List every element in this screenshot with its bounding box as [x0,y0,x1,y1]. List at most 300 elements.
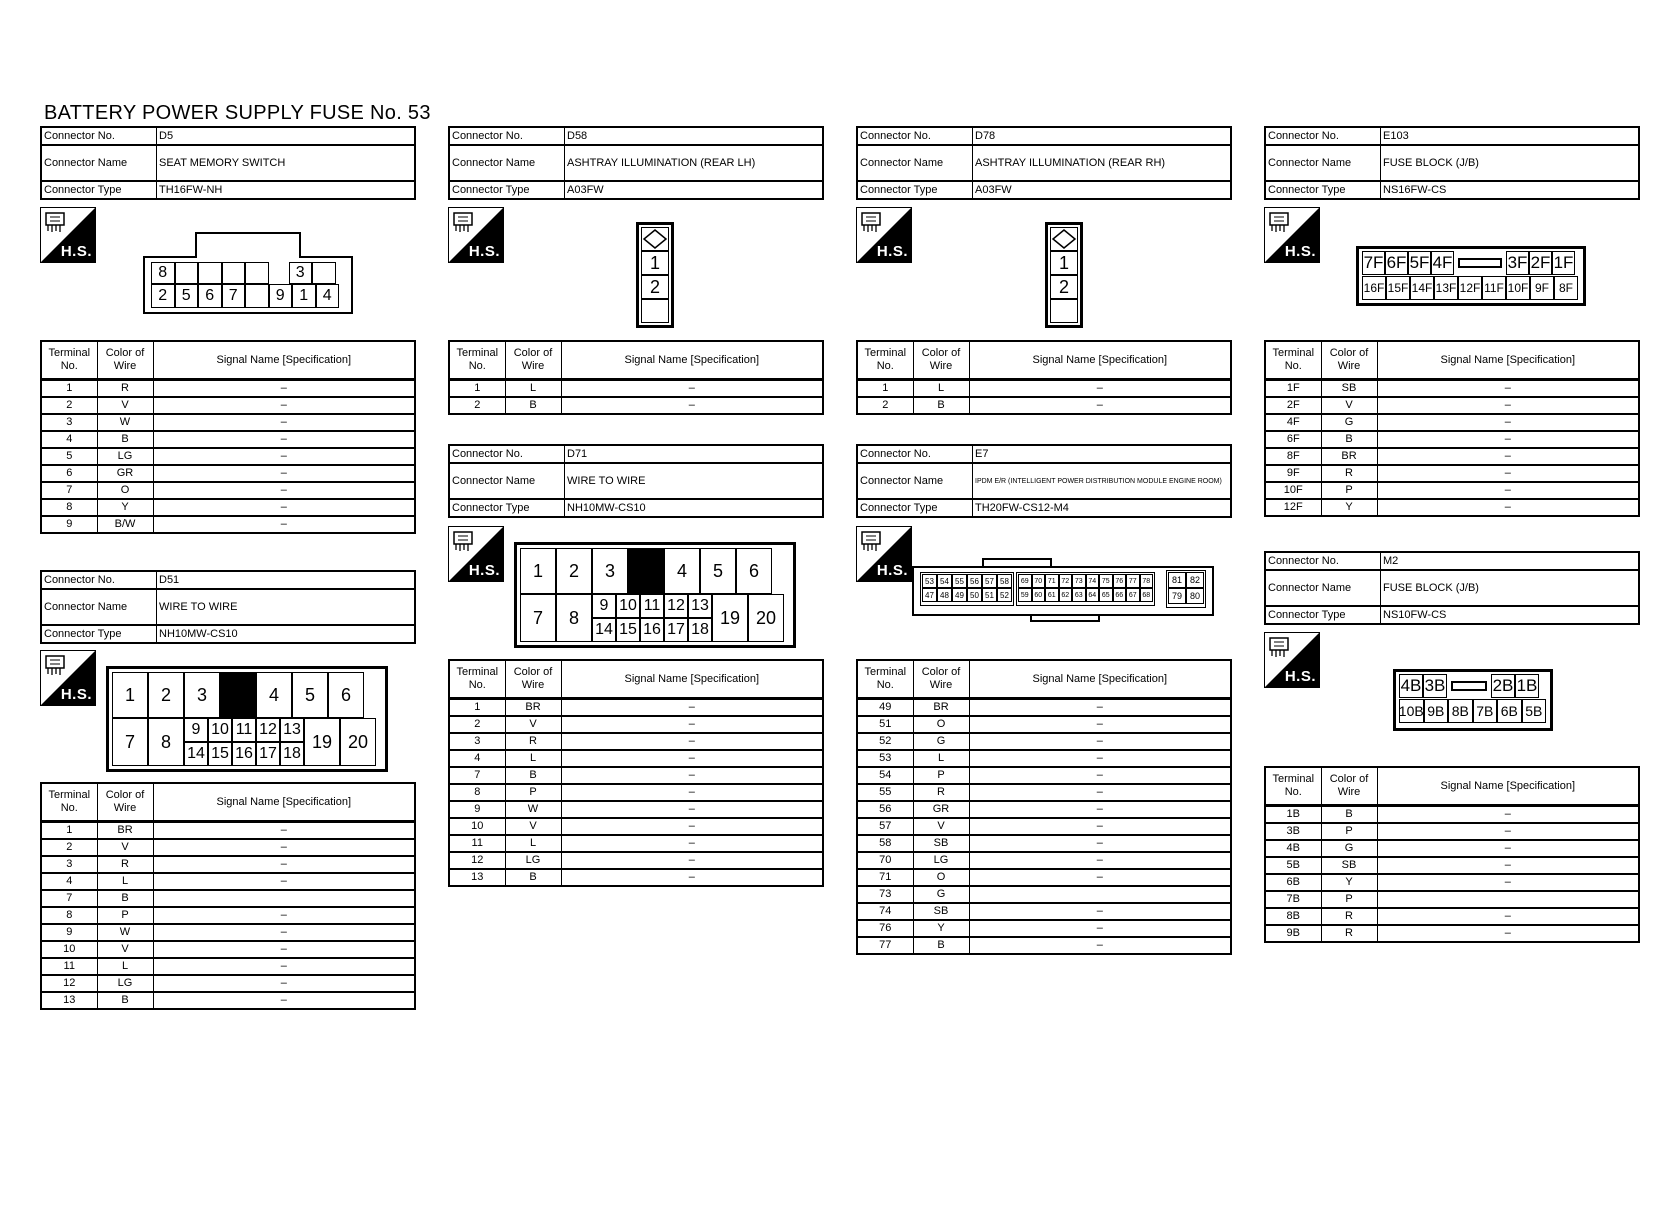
table-row [857,733,1231,750]
terminal-no-cell: 3B [1265,823,1321,840]
signal-name-cell: – [561,750,823,767]
terminal-no-cell: 6F [1265,431,1321,448]
terminal-no-cell: 56 [857,801,913,818]
connector-pin: 56 [967,574,982,588]
connector-pin [245,284,269,308]
wire-color-cell: G [913,886,969,903]
signal-name-cell: – [153,448,415,465]
connector-pin: 2 [148,672,184,718]
connector-pin: 19 [304,718,340,766]
connector-e103-info [1264,126,1640,200]
connector-pin: 76 [1113,574,1127,588]
connector-d51-diagram [106,666,388,772]
connector-name-label: Connector Name [41,589,157,625]
table-row [857,869,1231,886]
table-row [1265,925,1639,942]
connector-pin: 63 [1072,588,1086,602]
connector-name-label: Connector Name [449,145,565,181]
terminal-no-cell: 3 [41,856,97,873]
table-row [1265,823,1639,840]
wire-color-cell: V [913,818,969,835]
signal-name-cell: – [969,380,1231,398]
connector-pin: 8B [1448,699,1473,723]
connector-pin: 15F [1386,276,1410,300]
connector-pin: 9 [592,594,616,618]
table-row [1265,908,1639,925]
signal-name-cell: – [153,924,415,941]
terminal-no-cell: 2F [1265,397,1321,414]
signal-name-cell: – [153,873,415,890]
table-row [41,397,415,414]
signal-name-cell: – [1377,874,1639,891]
connector-pin: 12 [256,718,280,742]
terminal-no-cell: 1 [41,380,97,398]
terminal-no-cell: 4 [41,431,97,448]
signal-name-cell [969,886,1231,903]
table-row [449,869,823,886]
connector-name-value: SEAT MEMORY SWITCH [157,145,416,181]
terminal-no-header: Terminal No. [1265,767,1321,806]
connector-no-label: Connector No. [857,127,973,145]
connector-pin: 75 [1099,574,1113,588]
wire-color-cell: LG [913,852,969,869]
connector-pin: 4B [1399,674,1423,698]
connector-pin: 5 [175,284,199,308]
wire-color-cell: Y [1321,499,1377,516]
connector-pin: 58 [997,574,1012,588]
connector-pin: 14F [1410,276,1434,300]
table-row [1265,414,1639,431]
connector-no-label: Connector No. [1265,552,1381,570]
signal-name-cell: – [153,975,415,992]
terminal-no-cell: 8 [41,907,97,924]
connector-pin: 47 [922,588,937,602]
signal-name-cell: – [969,750,1231,767]
wire-color-cell: B [97,890,153,907]
connector-type-label: Connector Type [41,181,157,199]
wire-color-cell: SB [1321,857,1377,874]
signal-name-cell: – [561,801,823,818]
table-row [41,448,415,465]
connector-no-label: Connector No. [41,571,157,589]
terminal-no-cell: 76 [857,920,913,937]
wire-color-cell: L [505,835,561,852]
terminal-no-cell: 8B [1265,908,1321,925]
terminal-no-cell: 7 [41,890,97,907]
wire-color-cell: G [913,733,969,750]
signal-name-cell: – [153,941,415,958]
connector-type-label: Connector Type [449,499,565,517]
table-row [857,835,1231,852]
wire-color-cell: V [505,818,561,835]
signal-name-cell: – [153,431,415,448]
connector-pin: 54 [937,574,952,588]
connector-lock [982,558,1052,568]
connector-name-label: Connector Name [449,463,565,499]
wire-color-cell: R [913,784,969,801]
wire-color-cell: Y [913,920,969,937]
signal-name-cell: – [1377,908,1639,925]
connector-pin: 20 [340,718,376,766]
signal-name-cell: – [969,397,1231,414]
wire-color-cell: R [97,380,153,398]
wire-color-cell: W [505,801,561,818]
signal-name-cell: – [969,716,1231,733]
signal-name-cell: – [153,380,415,398]
terminal-no-cell: 2 [41,839,97,856]
table-row [449,733,823,750]
connector-pin: 78 [1140,574,1154,588]
wire-color-cell: BR [97,822,153,840]
connector-pin: 11 [640,594,664,618]
terminal-no-cell: 9 [449,801,505,818]
connector-pin: 79 [1168,588,1186,604]
signal-name-cell: – [1377,414,1639,431]
signal-name-cell: – [153,839,415,856]
signal-name-cell: – [969,818,1231,835]
wire-color-cell: L [97,958,153,975]
terminal-no-cell: 52 [857,733,913,750]
wire-color-cell: B [97,992,153,1009]
terminal-no-cell: 4B [1265,840,1321,857]
table-row [857,852,1231,869]
color-of-wire-header: Color of Wire [505,660,561,699]
connector-pin: 71 [1045,574,1059,588]
wire-color-cell: Y [97,499,153,516]
wire-color-cell: R [1321,925,1377,942]
connector-pin: 10F [1506,276,1530,300]
wire-color-cell: BR [505,699,561,717]
connector-pin: 16F [1362,276,1386,300]
terminal-no-header: Terminal No. [857,341,913,380]
connector-d71-info [448,444,824,518]
signal-name-cell: – [969,920,1231,937]
hs-label: H.S. [876,243,908,260]
table-row [449,767,823,784]
terminal-no-cell: 1 [449,699,505,717]
table-row [41,907,415,924]
table-row [449,380,823,398]
signal-name-cell: – [153,856,415,873]
terminal-no-header: Terminal No. [449,660,505,699]
wire-color-cell: V [505,716,561,733]
signal-name-cell [1377,891,1639,908]
connector-pin [245,262,269,284]
connector-pin: 2F [1529,251,1552,275]
connector-pin: 4 [664,548,700,594]
terminal-no-cell: 13 [41,992,97,1009]
terminal-no-header: Terminal No. [41,341,97,380]
terminal-no-header: Terminal No. [857,660,913,699]
terminal-no-cell: 2 [857,397,913,414]
connector-pin: 13 [688,594,712,618]
terminal-no-cell: 10 [449,818,505,835]
signal-name-cell: – [1377,465,1639,482]
connector-key-block [220,672,256,718]
terminal-no-cell: 57 [857,818,913,835]
connector-type-value: A03FW [565,181,824,199]
signal-name-cell: – [969,869,1231,886]
connector-pin: 9B [1424,699,1449,723]
connector-pin: 1 [641,251,669,275]
connector-pin: 14 [592,618,616,642]
connector-key-slot [1451,681,1487,691]
connector-d58-diagram [636,222,674,328]
color-of-wire-header: Color of Wire [1321,767,1377,806]
terminal-no-cell: 7 [41,482,97,499]
connector-name-value: IPDM E/R (INTELLIGENT POWER DISTRIBUTION MODULE ENGINE ROOM) [973,463,1232,499]
signal-name-cell: – [969,767,1231,784]
connector-pin: 4 [316,284,340,308]
connector-name-value: WIRE TO WIRE [565,463,824,499]
wire-color-cell: O [97,482,153,499]
signal-name-cell: – [1377,499,1639,516]
harness-side-icon [856,526,912,582]
signal-name-cell: – [153,499,415,516]
connector-pin: 53 [922,574,937,588]
connector-name-value: ASHTRAY ILLUMINATION (REAR RH) [973,145,1232,181]
connector-pin: 3 [184,672,220,718]
table-row [41,414,415,431]
terminal-no-cell: 70 [857,852,913,869]
terminal-no-cell: 8F [1265,448,1321,465]
connector-pin: 59 [1018,588,1032,602]
wire-color-cell: V [97,397,153,414]
connector-lock [195,232,301,258]
connector-pin: 3 [289,262,313,284]
connector-pin: 65 [1099,588,1113,602]
connector-d51-info [40,570,416,644]
signal-name-cell: – [561,380,823,398]
connector-type-value: NS16FW-CS [1381,181,1640,199]
connector-key-block [628,548,664,594]
table-row [41,890,415,907]
wire-color-cell: L [913,380,969,398]
signal-name-cell: – [561,716,823,733]
table-row [1265,891,1639,908]
signal-name-cell: – [153,414,415,431]
connector-pin: 61 [1045,588,1059,602]
terminal-no-cell: 4 [449,750,505,767]
table-row [41,465,415,482]
terminal-no-cell: 6 [41,465,97,482]
connector-e7-info [856,444,1232,518]
terminal-no-cell: 1F [1265,380,1321,398]
connector-e7-terminal-table [856,659,1232,955]
connector-pin: 11F [1482,276,1506,300]
terminal-no-cell: 11 [41,958,97,975]
signal-name-cell: – [1377,925,1639,942]
connector-pin: 20 [748,594,784,642]
table-row [449,852,823,869]
connector-name-label: Connector Name [1265,570,1381,606]
connector-pin: 67 [1126,588,1140,602]
connector-no-value: D78 [973,127,1232,145]
connector-pin: 8 [148,718,184,766]
wire-color-cell: SB [913,903,969,920]
wire-color-cell: B [1321,431,1377,448]
wire-color-cell: B [505,767,561,784]
connector-pin: 7 [520,594,556,642]
signal-name-cell: – [969,733,1231,750]
signal-name-header: Signal Name [Specification] [561,660,823,699]
connector-pin: 9 [269,284,293,308]
signal-name-cell: – [969,937,1231,954]
terminal-no-cell: 1 [449,380,505,398]
connector-type-value: TH20FW-CS12-M4 [973,499,1232,517]
wire-color-cell: P [97,907,153,924]
wire-color-cell: B [97,431,153,448]
table-row [1265,499,1639,516]
connector-pin: 17 [256,742,280,766]
signal-name-cell: – [969,784,1231,801]
wire-color-cell: Y [1321,874,1377,891]
connector-pin: 77 [1126,574,1140,588]
table-row [41,941,415,958]
table-row [41,482,415,499]
signal-name-cell: – [561,733,823,750]
table-row [41,958,415,975]
terminal-no-cell: 58 [857,835,913,852]
connector-pin: 16 [640,618,664,642]
connector-pin: 5F [1408,251,1431,275]
wire-color-cell: V [97,839,153,856]
wire-color-cell: B/W [97,516,153,533]
terminal-no-cell: 51 [857,716,913,733]
terminal-no-header: Terminal No. [1265,341,1321,380]
signal-name-cell: – [561,835,823,852]
connector-pin: 2 [641,275,669,299]
harness-side-icon [1264,632,1320,688]
table-row [1265,840,1639,857]
table-row [857,937,1231,954]
connector-pin: 5 [700,548,736,594]
terminal-no-cell: 9 [41,516,97,533]
color-of-wire-header: Color of Wire [97,341,153,380]
connector-no-label: Connector No. [857,445,973,463]
connector-pin: 57 [982,574,997,588]
terminal-no-cell: 9F [1265,465,1321,482]
table-row [41,992,415,1009]
connector-pin: 10 [208,718,232,742]
connector-d71-terminal-table [448,659,824,887]
signal-name-cell: – [1377,823,1639,840]
connector-pin: 3 [592,548,628,594]
connector-pin [175,262,199,284]
wire-color-cell: R [1321,908,1377,925]
connector-type-value: NH10MW-CS10 [157,625,416,643]
signal-name-cell: – [1377,397,1639,414]
connector-key-slot [1458,258,1502,268]
table-row [857,818,1231,835]
connector-pin: 5 [292,672,328,718]
signal-name-cell: – [561,767,823,784]
connector-key [1050,227,1078,251]
connector-pin: 73 [1072,574,1086,588]
connector-pin [312,262,336,284]
connector-type-value: NH10MW-CS10 [565,499,824,517]
hs-label: H.S. [468,243,500,260]
signal-name-cell: – [969,835,1231,852]
connector-pin: 70 [1032,574,1046,588]
connector-no-label: Connector No. [1265,127,1381,145]
connector-key [641,227,669,251]
connector-pin: 19 [712,594,748,642]
harness-side-icon [40,650,96,706]
connector-pin: 14 [184,742,208,766]
connector-m2-diagram [1393,669,1553,731]
terminal-no-cell: 1 [857,380,913,398]
connector-pin: 10 [616,594,640,618]
connector-pin: 1 [1050,251,1078,275]
connector-pin: 3B [1423,674,1447,698]
wire-color-cell: G [1321,840,1377,857]
wire-color-cell: P [913,767,969,784]
table-row [857,886,1231,903]
wire-color-cell: LG [97,975,153,992]
signal-name-cell: – [1377,857,1639,874]
wire-color-cell: P [1321,891,1377,908]
signal-name-cell: – [969,699,1231,717]
terminal-no-cell: 11 [449,835,505,852]
wire-color-cell: B [505,869,561,886]
table-row [41,516,415,533]
signal-name-cell: – [561,699,823,717]
connector-pin: 13 [280,718,304,742]
signal-name-cell: – [561,869,823,886]
terminal-no-cell: 5 [41,448,97,465]
table-row [449,784,823,801]
wire-color-cell: V [1321,397,1377,414]
table-row [41,924,415,941]
connector-pin: 6 [736,548,772,594]
table-row [41,873,415,890]
signal-name-cell: – [153,958,415,975]
connector-pin: 12F [1458,276,1482,300]
connector-pin: 48 [937,588,952,602]
table-row [449,818,823,835]
terminal-no-cell: 8 [41,499,97,516]
terminal-no-cell: 8 [449,784,505,801]
signal-name-cell: – [561,397,823,414]
connector-pin: 55 [952,574,967,588]
connector-pin: 4 [256,672,292,718]
connector-pin: 6F [1385,251,1408,275]
connector-type-label: Connector Type [1265,181,1381,199]
connector-m2-terminal-table [1264,766,1640,943]
table-row [857,750,1231,767]
harness-side-icon [448,526,504,582]
connector-pin: 81 [1168,572,1186,588]
page-title: BATTERY POWER SUPPLY FUSE No. 53 [44,102,431,124]
hs-label: H.S. [468,562,500,579]
connector-pin: 6 [328,672,364,718]
terminal-no-cell: 55 [857,784,913,801]
wire-color-cell: O [913,869,969,886]
connector-pin: 8 [151,262,175,284]
wire-color-cell: L [97,873,153,890]
connector-name-label: Connector Name [857,145,973,181]
connector-name-value: FUSE BLOCK (J/B) [1381,570,1640,606]
wire-color-cell: B [505,397,561,414]
connector-pin: 15 [616,618,640,642]
connector-pin: 13F [1434,276,1458,300]
signal-name-header: Signal Name [Specification] [969,341,1231,380]
signal-name-header: Signal Name [Specification] [153,341,415,380]
hs-label: H.S. [1284,243,1316,260]
connector-no-label: Connector No. [449,445,565,463]
table-row [857,920,1231,937]
